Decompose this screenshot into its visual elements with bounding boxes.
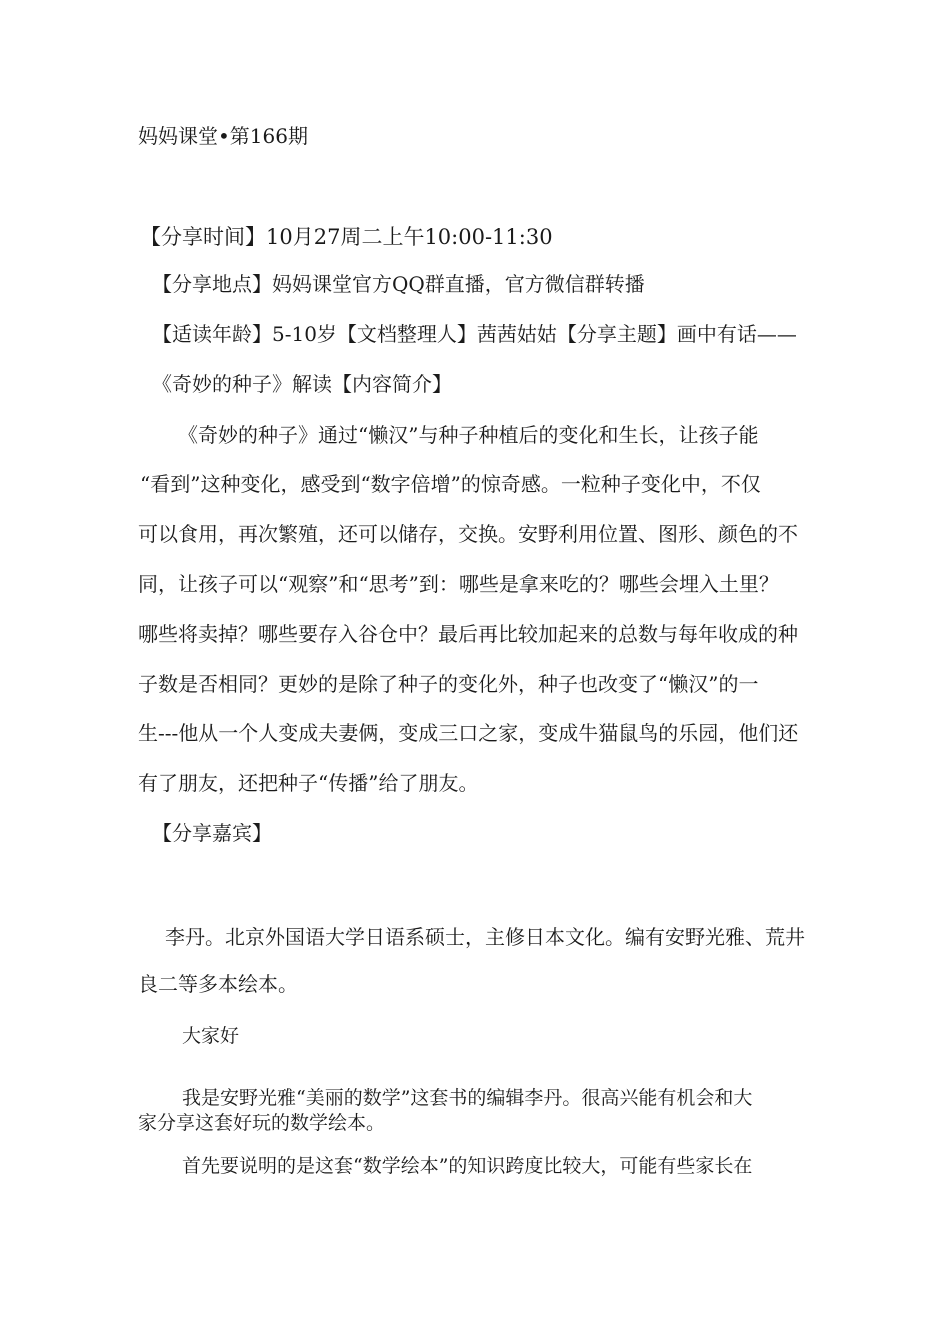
- intro-line: 子数是否相同？更妙的是除了种子的变化外，种子也改变了“懒汉”的一: [138, 672, 759, 696]
- talk-paragraph: 家分享这套好玩的数学绘本。: [138, 1112, 386, 1134]
- talk-paragraph: 我是安野光雅“美丽的数学”这套书的编辑李丹。很高兴能有机会和大: [182, 1087, 753, 1109]
- topic-intro-line: 《奇妙的种子》解读【内容简介】: [152, 372, 452, 396]
- intro-line: 哪些将卖掉？哪些要存入谷仓中？最后再比较加起来的总数与每年收成的种: [138, 622, 798, 646]
- guest-bio: 良二等多本绘本。: [138, 972, 298, 996]
- intro-line: 生---他从一个人变成夫妻俩，变成三口之家，变成牛猫鼠鸟的乐园，他们还: [138, 721, 799, 745]
- greeting: 大家好: [182, 1025, 240, 1047]
- guest-heading: 【分享嘉宾】: [152, 821, 272, 845]
- intro-line: 《奇妙的种子》通过“懒汉”与种子种植后的变化和生长，让孩子能: [178, 423, 759, 447]
- intro-line: 可以食用，再次繁殖，还可以储存，交换。安野利用位置、图形、颜色的不: [138, 522, 798, 546]
- intro-line: 有了朋友，还把种子“传播”给了朋友。: [138, 771, 479, 795]
- talk-paragraph: 首先要说明的是这套“数学绘本”的知识跨度比较大，可能有些家长在: [182, 1155, 753, 1177]
- issue-title: 妈妈课堂•第166期: [138, 124, 308, 148]
- age-topic-line: 【适读年龄】5-10岁【文档整理人】茜茜姑姑【分享主题】画中有话——: [152, 322, 797, 346]
- guest-bio: 李丹。北京外国语大学日语系硕士，主修日本文化。编有安野光雅、荒井: [165, 925, 805, 949]
- intro-line: “看到”这种变化，感受到“数字倍增”的惊奇感。一粒种子变化中，不仅: [140, 472, 761, 496]
- intro-line: 同，让孩子可以“观察”和“思考”到：哪些是拿来吃的？哪些会埋入土里？: [138, 572, 779, 596]
- share-place: 【分享地点】妈妈课堂官方QQ群直播，官方微信群转播: [152, 272, 645, 296]
- share-time: 【分享时间】10月27周二上午10:00-11:30: [140, 225, 553, 249]
